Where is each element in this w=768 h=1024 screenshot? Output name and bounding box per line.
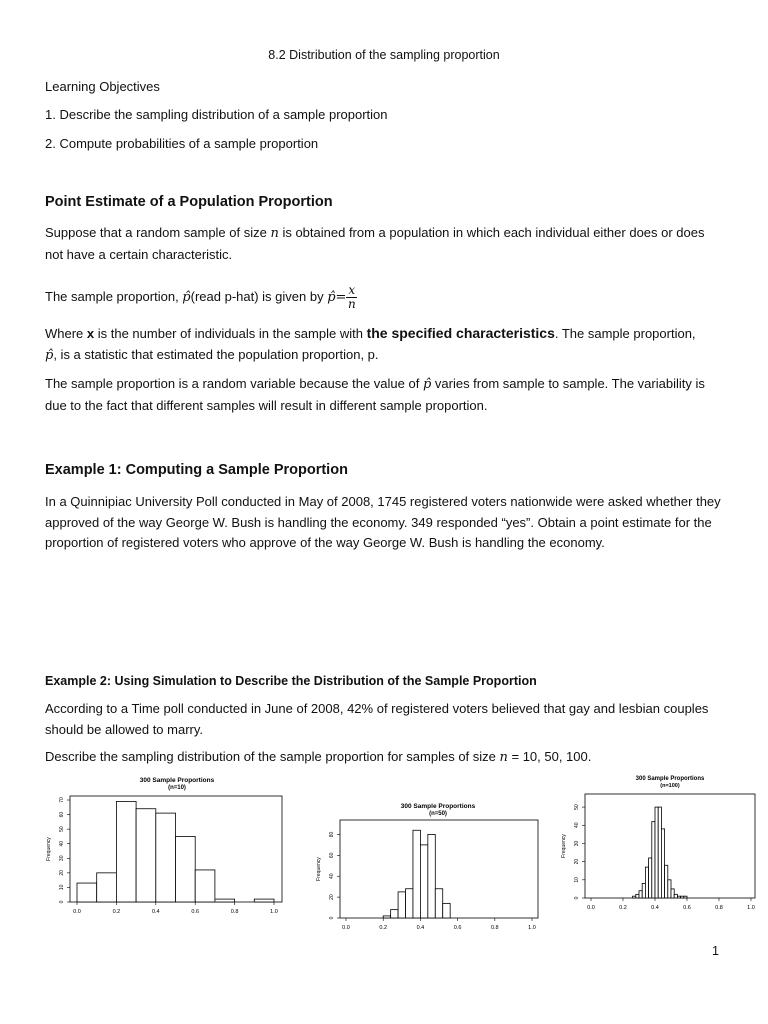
y-tick-label: 0	[59, 900, 65, 904]
histogram-bar	[665, 865, 668, 898]
x-tick-label: 1.0	[747, 905, 755, 911]
x-tick-label: 0.0	[342, 925, 350, 931]
paragraph-definition: Suppose that a random sample of size n is obtained from a population in which each individual either does or does not have a certain characteristic.	[45, 225, 705, 262]
y-tick-label: 60	[59, 811, 65, 818]
example-1-text: In a Quinnipiac University Poll conducted in May of 2008, 1745 registered voters nationwide were asked whether they approved of the way George W. Bush is handling the economy. 349 responded “yes”. Obtain a point estimate for the proportion of registered voters who approve of the way George W. Bush is handling the economy.	[45, 494, 721, 550]
histogram-bar	[398, 892, 405, 918]
histogram-bar	[406, 889, 413, 918]
y-tick-label: 50	[59, 826, 65, 832]
x-tick-label: 0.4	[651, 905, 659, 911]
objective-1: 1. Describe the sampling distribution of a sample proportion	[45, 107, 388, 122]
histogram-bar	[661, 829, 664, 898]
formula-lhs: p̂=	[327, 289, 347, 305]
histogram-bar	[642, 883, 645, 898]
chart-subtitle: (n=100)	[660, 783, 680, 789]
histogram-bar	[428, 834, 435, 918]
chart-subtitle: (n=10)	[168, 785, 186, 791]
y-tick-label: 0	[329, 916, 335, 920]
histogram-bar	[435, 889, 442, 918]
formula-line: The sample proportion, p̂(read p-hat) is given by p̂= $\frac{x}{n}$	[45, 283, 356, 311]
histogram-bar	[636, 894, 639, 898]
y-tick-label: 10	[574, 877, 580, 883]
x-tick-label: 0.6	[453, 925, 462, 931]
objective-2: 2. Compute probabilities of a sample proportion	[45, 136, 319, 151]
histogram-bar	[136, 809, 156, 902]
y-axis-label: Frequency	[561, 834, 567, 858]
histogram-bar	[671, 889, 674, 898]
y-axis-label: Frequency	[46, 837, 52, 861]
x-tick-label: 1.0	[270, 909, 278, 915]
example-2-heading: Example 2: Using Simulation to Describe the Distribution of the Sample Proportion	[45, 674, 537, 688]
y-tick-label: 30	[574, 840, 580, 847]
histogram-bar	[77, 883, 97, 902]
histogram-bar	[420, 845, 427, 918]
x-tick-label: 0.4	[416, 925, 425, 931]
chart-subtitle: (n=50)	[429, 811, 447, 817]
histogram-bar	[195, 870, 215, 902]
histogram-bar	[116, 801, 136, 902]
x-tick-label: 0.0	[73, 909, 81, 915]
example-2-text: According to a Time poll conducted in June of 2008, 42% of registered voters believed that gay and lesbian couples should be allowed to marry.	[45, 701, 709, 737]
chart-title: 300 Sample Proportions	[635, 776, 705, 782]
y-tick-label: 40	[574, 822, 580, 829]
y-tick-label: 50	[574, 804, 580, 810]
x-tick-label: 0.2	[379, 925, 388, 931]
histogram-bar	[652, 822, 655, 898]
histogram-bar	[383, 916, 390, 918]
x-tick-label: 0.8	[715, 905, 723, 911]
histogram-n10	[32, 772, 292, 932]
paragraph-random-variable: The sample proportion is a random variable because the value of p̂ varies from sample to sample. The variability is due to the fact that different samples will result in different sample proportion.	[45, 376, 705, 413]
x-tick-label: 1.0	[528, 925, 536, 931]
x-tick-label: 0.2	[112, 909, 121, 915]
y-tick-label: 30	[59, 855, 65, 862]
histogram-bar	[176, 836, 196, 902]
histogram-bar	[677, 896, 680, 898]
chart-title: 300 Sample Proportions	[139, 777, 215, 784]
histogram-bar	[215, 899, 235, 902]
x-tick-label: 0.2	[619, 905, 627, 911]
page-number: 1	[712, 944, 719, 958]
y-tick-label: 0	[574, 896, 580, 900]
histogram-bar	[254, 899, 274, 902]
section-heading: Point Estimate of a Population Proportion	[45, 194, 333, 210]
y-axis-label: Frequency	[316, 857, 322, 881]
histogram-bar	[645, 867, 648, 898]
histogram-n100	[555, 770, 760, 930]
histogram-bar	[97, 873, 117, 902]
histogram-bar	[633, 896, 636, 898]
y-tick-label: 20	[59, 870, 65, 876]
histogram-n50	[300, 798, 545, 948]
histogram-bar	[655, 807, 658, 898]
y-tick-label: 20	[329, 894, 335, 900]
y-tick-label: 10	[59, 884, 65, 891]
histogram-bar	[649, 858, 652, 898]
histogram-bar	[639, 891, 642, 898]
histogram-bar	[668, 880, 671, 898]
histogram-bar	[156, 813, 176, 902]
chart-title: 300 Sample Proportions	[400, 803, 476, 810]
example-1-heading: Example 1: Computing a Sample Proportion	[45, 462, 348, 478]
y-tick-label: 40	[59, 840, 65, 847]
histogram-bar	[443, 903, 450, 918]
histogram-bar	[658, 807, 661, 898]
y-tick-label: 70	[59, 797, 65, 803]
example-2-question: Describe the sampling distribution of the sample proportion for samples of size n = 10, 50, 100.	[45, 749, 592, 765]
x-tick-label: 0.6	[683, 905, 691, 911]
objectives-heading: Learning Objectives	[45, 79, 160, 94]
x-tick-label: 0.6	[191, 909, 200, 915]
y-tick-label: 20	[574, 858, 580, 865]
page-title: 8.2 Distribution of the sampling proportion	[268, 48, 500, 62]
formula-fraction: $\frac{x}{n}$	[347, 283, 356, 311]
x-tick-label: 0.0	[587, 905, 595, 911]
x-tick-label: 0.8	[490, 925, 499, 931]
histogram-bar	[684, 896, 687, 898]
x-tick-label: 0.8	[230, 909, 239, 915]
y-tick-label: 40	[329, 873, 335, 880]
histogram-bar	[391, 910, 398, 918]
histogram-bar	[681, 896, 684, 898]
y-tick-label: 60	[329, 852, 335, 859]
paragraph-where: Where x is the number of individuals in the sample with the specified characteristics. The sample proportion, p̂, is a statistic that estimated the population proportion, p.	[45, 325, 696, 363]
x-tick-label: 0.4	[151, 909, 160, 915]
histogram-bar	[674, 894, 677, 898]
y-tick-label: 80	[329, 831, 335, 838]
histogram-bar	[413, 830, 420, 918]
